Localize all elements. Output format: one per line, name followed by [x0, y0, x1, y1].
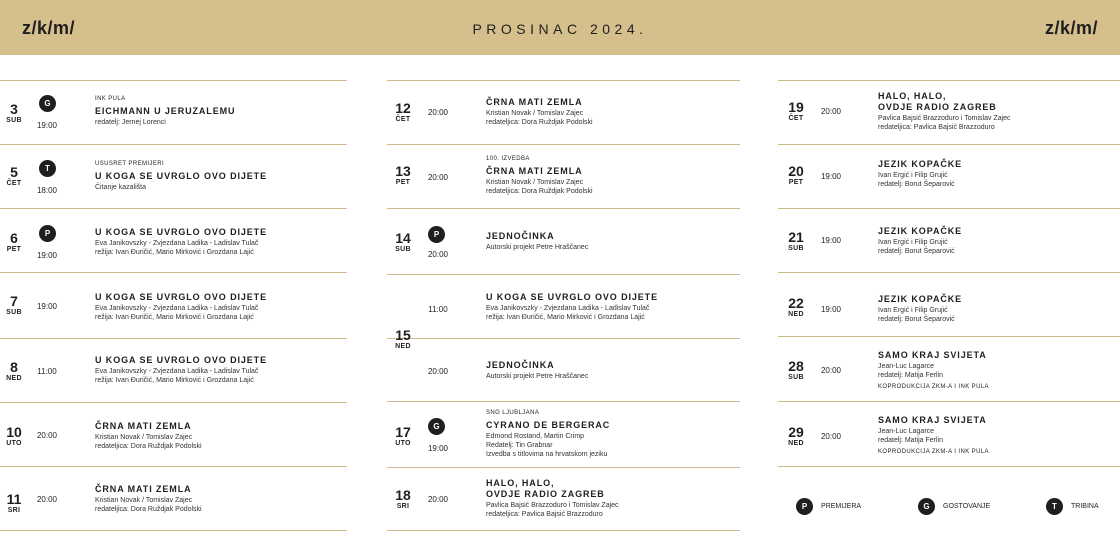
event-info — [878, 350, 1120, 391]
divider-line — [778, 401, 1120, 402]
event-credit: redateljica: Dora Ruždjak Podolski — [95, 443, 202, 450]
event-weekday: NED — [6, 375, 22, 382]
event-title[interactable]: ČRNA MATI ZEMLA — [95, 421, 192, 431]
event-credit: redatelj: Matija Ferlin — [878, 372, 943, 379]
event-day: 13 — [395, 163, 411, 179]
event-info — [878, 159, 1120, 189]
event-day: 20 — [788, 163, 804, 179]
event-time: 20:00 — [427, 250, 449, 259]
event-day: 18 — [395, 487, 411, 503]
event-credit: Kristian Novak / Tomislav Zajec — [95, 497, 193, 504]
event-day: 8 — [10, 359, 18, 375]
event-credit: redatelj: Borut Šeparović — [878, 248, 955, 255]
divider-line — [387, 144, 740, 145]
event-day: 14 — [395, 230, 411, 246]
event-credit: režija: Ivan Đuričić, Mario Mirković i Grozdana Lajić — [95, 377, 254, 384]
divider-line — [0, 208, 347, 209]
event-credit: Čitanje kazališta — [95, 184, 146, 191]
divider-line — [778, 144, 1120, 145]
divider-line — [778, 336, 1120, 337]
event-info — [95, 227, 347, 257]
event-weekday: PET — [6, 246, 22, 253]
event-info — [878, 91, 1120, 132]
event-title[interactable]: U KOGA SE UVRGLO OVO DIJETE — [95, 292, 267, 302]
event-weekday: UTO — [395, 440, 411, 447]
event-day: 6 — [10, 230, 18, 246]
event-info — [95, 484, 347, 514]
event-title[interactable]: U KOGA SE UVRGLO OVO DIJETE — [486, 292, 658, 302]
event-type-badge: G — [428, 418, 445, 435]
event-day: 7 — [10, 293, 18, 309]
legend-label: GOSTOVANJE — [943, 503, 991, 511]
event-credit: redateljica: Dora Ruždjak Podolski — [486, 188, 593, 195]
event-day: 22 — [788, 295, 804, 311]
divider-line — [387, 208, 740, 209]
legend-item — [1046, 498, 1099, 515]
event-credit: redatelj: Borut Šeparović — [878, 316, 955, 323]
event-info — [486, 478, 740, 519]
event-day: 19 — [788, 99, 804, 115]
event-title[interactable]: JEDNOČINKA — [486, 360, 555, 370]
event-day: 29 — [788, 424, 804, 440]
event-title[interactable]: JEZIK KOPAČKE — [878, 159, 963, 169]
event-day: 21 — [788, 229, 804, 245]
event-time: 11:00 — [37, 367, 57, 376]
event-title[interactable]: JEZIK KOPAČKE — [878, 294, 963, 304]
event-info — [95, 96, 347, 127]
legend — [778, 498, 1120, 518]
event-day: 5 — [10, 164, 18, 180]
event-weekday: SUB — [788, 245, 804, 252]
event-weekday: NED — [395, 343, 411, 350]
divider-line — [387, 338, 740, 339]
legend-item — [796, 498, 861, 515]
event-day: 12 — [395, 100, 411, 116]
event-info — [878, 415, 1120, 456]
event-credit: Pavlica Bajsić Brazzoduro i Tomislav Zajec — [486, 502, 619, 509]
event-weekday: SUB — [395, 246, 411, 253]
event-time: 20:00 — [820, 432, 842, 441]
divider-line — [387, 80, 740, 81]
divider-line — [0, 338, 347, 339]
legend-badge: T — [1046, 498, 1063, 515]
event-day: 11 — [6, 491, 22, 507]
divider-line — [0, 144, 347, 145]
event-title[interactable]: CYRANO DE BERGERAC — [486, 420, 611, 430]
logo-right: z/k/m/ — [1044, 18, 1098, 38]
event-weekday: ČET — [6, 180, 22, 187]
divider-line — [0, 272, 347, 273]
event-credit: redateljica: Dora Ruždjak Podolski — [486, 119, 593, 126]
event-time: 20:00 — [820, 107, 842, 116]
event-credit: Izvedba s titlovima na hrvatskom jeziku — [486, 451, 608, 458]
event-type-badge: G — [39, 95, 56, 112]
event-info — [486, 231, 740, 252]
event-info — [486, 360, 740, 381]
event-credit: Kristian Novak / Tomislav Zajec — [486, 179, 584, 186]
divider-line — [778, 208, 1120, 209]
event-credit: Jean-Luc Lagarce — [878, 428, 935, 435]
event-label: USUSRET PREMIJERI — [95, 161, 165, 167]
event-time: 20:00 — [427, 495, 449, 504]
event-title[interactable]: HALO, HALO, — [878, 91, 947, 101]
event-time: 19:00 — [36, 121, 58, 130]
event-title[interactable]: U KOGA SE UVRGLO OVO DIJETE — [95, 227, 267, 237]
divider-line — [0, 80, 347, 81]
event-title[interactable]: JEZIK KOPAČKE — [878, 226, 963, 236]
event-type-badge: P — [428, 226, 445, 243]
event-credit: redateljica: Pavlica Bajsić Brazzoduro — [878, 124, 995, 131]
event-time: 20:00 — [36, 495, 58, 504]
event-title-line2[interactable]: OVDJE RADIO ZAGREB — [486, 489, 605, 499]
legend-badge: P — [796, 498, 813, 515]
event-coproduction: KOPRODUKCIJA ZKM-A I INK PULA — [878, 449, 989, 455]
event-credit: redateljica: Pavlica Bajsić Brazzoduro — [486, 511, 603, 518]
event-title[interactable]: HALO, HALO, — [486, 478, 555, 488]
event-day: 15 — [395, 327, 411, 343]
event-time: 20:00 — [427, 173, 449, 182]
event-weekday: ČET — [788, 115, 804, 122]
event-title[interactable]: EICHMANN U JERUZALEMU — [95, 106, 236, 116]
event-time: 18:00 — [36, 186, 58, 195]
event-weekday: SUB — [6, 309, 22, 316]
event-credit: Kristian Novak / Tomislav Zajec — [95, 434, 193, 441]
event-title[interactable]: ČRNA MATI ZEMLA — [486, 97, 583, 107]
event-title[interactable]: ČRNA MATI ZEMLA — [486, 166, 583, 176]
legend-label: TRIBINA — [1071, 503, 1099, 511]
event-title[interactable]: ČRNA MATI ZEMLA — [95, 484, 192, 494]
legend-badge: G — [918, 498, 935, 515]
divider-line — [778, 466, 1120, 467]
event-weekday: SRI — [7, 507, 21, 514]
event-weekday: NED — [788, 311, 804, 318]
event-time: 20:00 — [427, 367, 449, 376]
event-credit: Eva Janikovszky - Zvjezdana Ladika - Ladislav Tulač — [95, 305, 259, 312]
event-time: 19:00 — [36, 251, 58, 260]
event-weekday: UTO — [6, 440, 22, 447]
event-day: 10 — [6, 424, 22, 440]
event-credit: režija: Ivan Đuričić, Mario Mirković i Grozdana Lajić — [95, 249, 254, 256]
event-info — [486, 97, 740, 127]
event-credit: Kristian Novak / Tomislav Zajec — [486, 110, 584, 117]
event-info — [486, 156, 740, 196]
event-weekday: SRI — [396, 503, 410, 510]
event-credit: Pavlica Bajsić Brazzoduro i Tomislav Zajec — [878, 115, 1011, 122]
logo-left: z/k/m/ — [22, 18, 76, 38]
event-time: 19:00 — [36, 302, 58, 311]
event-title-line2[interactable]: OVDJE RADIO ZAGREB — [878, 102, 997, 112]
divider-line — [778, 272, 1120, 273]
event-title[interactable]: U KOGA SE UVRGLO OVO DIJETE — [95, 171, 267, 181]
event-credit: Jean-Luc Lagarce — [878, 363, 935, 370]
event-title[interactable]: SAMO KRAJ SVIJETA — [878, 350, 987, 360]
legend-label: PREMIJERA — [821, 503, 862, 511]
month-title: PROSINAC 2024. — [472, 21, 648, 37]
event-credit: redatelj: Jernej Lorenci — [95, 119, 166, 126]
event-info — [486, 292, 740, 322]
event-info — [878, 294, 1120, 324]
event-credit: Eva Janikovszky - Zvjezdana Ladika - Ladislav Tulač — [486, 305, 650, 312]
event-credit: Eva Janikovszky - Zvjezdana Ladika - Ladislav Tulač — [95, 368, 259, 375]
event-credit: redatelj: Borut Šeparović — [878, 181, 955, 188]
event-title[interactable]: SAMO KRAJ SVIJETA — [878, 415, 987, 425]
event-time: 19:00 — [820, 236, 842, 245]
event-weekday: PET — [395, 179, 411, 186]
legend-item — [918, 498, 990, 515]
event-credit: Ivan Ergić i Filip Grujić — [878, 172, 948, 179]
event-credit: režija: Ivan Đuričić, Mario Mirković i Grozdana Lajić — [486, 314, 645, 321]
divider-line — [387, 401, 740, 402]
event-weekday: ČET — [395, 116, 411, 123]
event-info — [95, 421, 347, 451]
event-type-badge: P — [39, 225, 56, 242]
event-info — [878, 226, 1120, 256]
event-type-badge: T — [39, 160, 56, 177]
divider-line — [0, 402, 347, 403]
event-title[interactable]: U KOGA SE UVRGLO OVO DIJETE — [95, 355, 267, 365]
divider-line — [0, 466, 347, 467]
event-time: 20:00 — [36, 431, 58, 440]
event-credit: Autorski projekt Petre Hraščanec — [486, 373, 589, 380]
event-credit: Redatelj: Tin Grabnar — [486, 442, 553, 449]
event-day: 28 — [788, 358, 804, 374]
event-label: 100. IZVEDBA — [486, 156, 530, 162]
event-credit: Eva Janikovszky - Zvjezdana Ladika - Ladislav Tulač — [95, 240, 259, 247]
event-time: 11:00 — [428, 305, 448, 314]
event-info — [95, 292, 347, 322]
event-title[interactable]: JEDNOČINKA — [486, 231, 555, 241]
divider-line — [0, 530, 347, 531]
event-coproduction: KOPRODUKCIJA ZKM-A I INK PULA — [878, 384, 989, 390]
event-info — [95, 161, 347, 192]
event-credit: Ivan Ergić i Filip Grujić — [878, 239, 948, 246]
event-time: 19:00 — [820, 172, 842, 181]
divider-line — [778, 80, 1120, 81]
event-credit: redateljica: Dora Ruždjak Podolski — [95, 506, 202, 513]
event-label: SNG LJUBLJANA — [486, 410, 540, 416]
divider-line — [387, 467, 740, 468]
event-info — [486, 410, 740, 459]
event-day: 3 — [10, 101, 18, 117]
event-weekday: SUB — [788, 374, 804, 381]
event-day: 17 — [395, 424, 411, 440]
event-time: 19:00 — [820, 305, 842, 314]
event-time: 19:00 — [427, 444, 449, 453]
event-info — [95, 355, 347, 385]
event-weekday: NED — [788, 440, 804, 447]
event-credit: Edmond Rostand, Martin Crimp — [486, 433, 585, 440]
event-time: 20:00 — [820, 366, 842, 375]
event-time: 20:00 — [427, 108, 449, 117]
header-bar — [0, 0, 1120, 55]
event-label: INK PULA — [95, 96, 126, 102]
divider-line — [387, 530, 740, 531]
event-credit: Autorski projekt Petre Hraščanec — [486, 244, 589, 251]
event-credit: Ivan Ergić i Filip Grujić — [878, 307, 948, 314]
event-weekday: SUB — [6, 117, 22, 124]
event-credit: redatelj: Matija Ferlin — [878, 437, 943, 444]
divider-line — [387, 274, 740, 275]
event-credit: režija: Ivan Đuričić, Mario Mirković i Grozdana Lajić — [95, 314, 254, 321]
event-weekday: PET — [788, 179, 804, 186]
